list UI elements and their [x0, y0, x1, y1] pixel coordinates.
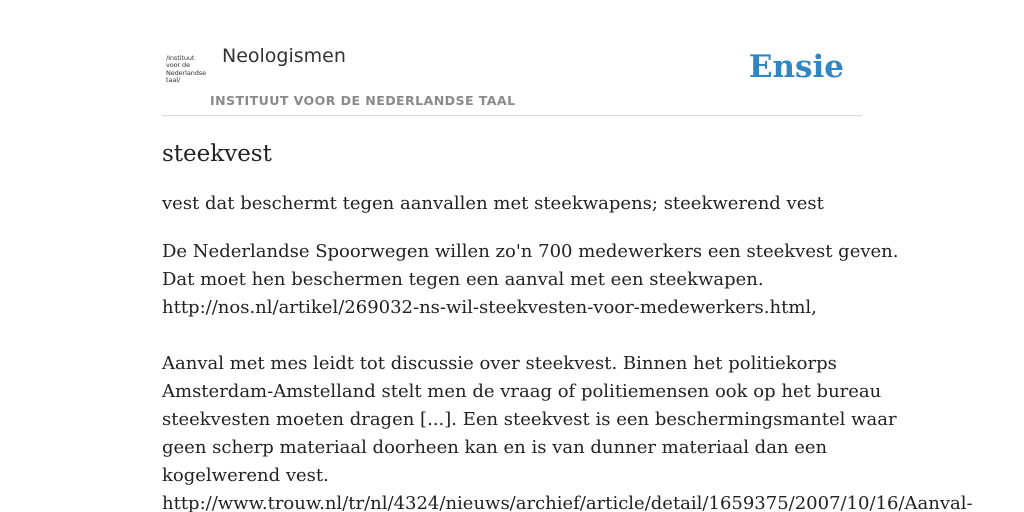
- site-title[interactable]: Neologismen: [222, 45, 346, 67]
- citation-line: geen scherp materiaal doorheen kan en is van dunner materiaal dan een: [162, 437, 828, 458]
- citation-line: Dat moet hen beschermen tegen een aanval met een steekwapen.: [162, 269, 764, 290]
- citation-spacer: [162, 322, 862, 350]
- logo-text-line: Nederlandse: [166, 68, 206, 77]
- institute-logo[interactable]: [166, 55, 208, 91]
- citation-block: [162, 238, 973, 512]
- entry-title: steekvest: [162, 141, 272, 167]
- citation-line: steekvesten moeten dragen [...]. Een steekvest is een beschermingsmantel waar: [162, 409, 897, 430]
- logo-text-line: /Instituut: [166, 54, 195, 62]
- citation-line: Amsterdam-Amstelland stelt men de vraag of politiemensen ook op het bureau: [162, 381, 882, 402]
- entry-content: [162, 138, 973, 512]
- citation-line: De Nederlandse Spoorwegen willen zo'n 700 medewerkers een steekvest geven.: [162, 241, 899, 262]
- organization-name: INSTITUUT VOOR DE NEDERLANDSE TAAL: [210, 93, 516, 108]
- citation-line: Aanval met mes leidt tot discussie over steekvest. Binnen het politiekorps: [162, 353, 837, 374]
- ensie-brand-link[interactable]: Ensie: [748, 49, 844, 85]
- source-link[interactable]: http://www.trouw.nl/tr/nl/4324/nieuws/archief/article/detail/1659375/2007/10/16/Aanval-: [162, 493, 973, 512]
- citation-line: kogelwerend vest.: [162, 465, 329, 486]
- entry-definition: vest dat beschermt tegen aanvallen met steekwapens; steekwerend vest: [162, 193, 824, 214]
- logo-text-line: taal/: [166, 76, 181, 85]
- source-link[interactable]: http://nos.nl/artikel/269032-ns-wil-steekvesten-voor-medewerkers.html,: [162, 297, 817, 318]
- site-header: [162, 40, 862, 116]
- logo-text-line: voor de: [166, 61, 190, 70]
